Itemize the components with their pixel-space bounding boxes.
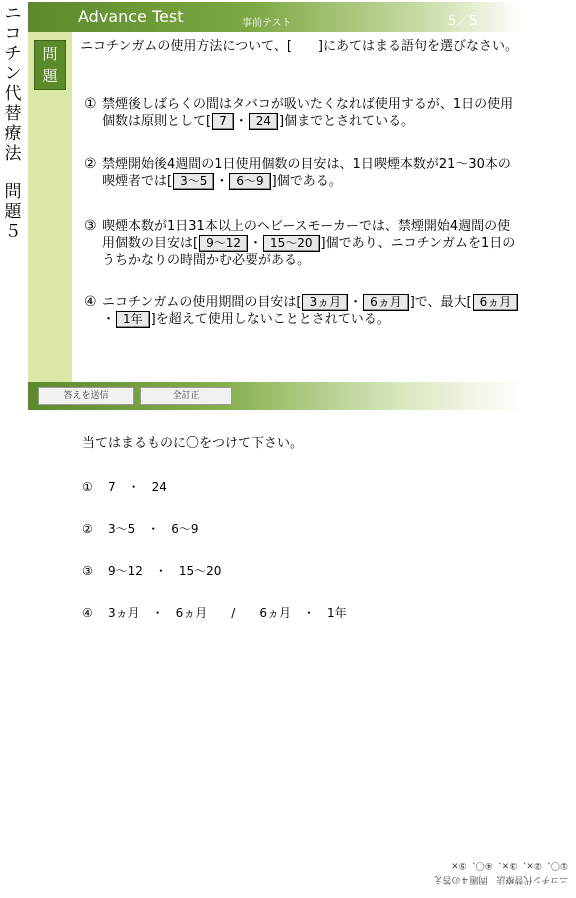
test-subtitle: 事前テスト bbox=[242, 18, 292, 29]
choice-separator: ・ bbox=[102, 312, 116, 327]
item-text: ニコチンガムの使用期間の目安は[ bbox=[102, 295, 302, 310]
answer-text: 9～12 ・ 15～20 bbox=[108, 564, 222, 578]
choice-separator: ・ bbox=[234, 114, 248, 129]
answer-line-2 bbox=[82, 520, 199, 537]
choice-box[interactable]: 7 bbox=[212, 113, 234, 130]
section-label-text: 問題 bbox=[42, 45, 58, 85]
item-text: ]個までとされている。 bbox=[279, 114, 415, 129]
item-number: ② bbox=[84, 156, 97, 172]
choice-box[interactable]: 6ヵ月 bbox=[363, 294, 409, 311]
item-text: ]で、最大[ bbox=[409, 295, 472, 310]
test-window bbox=[28, 2, 522, 410]
section-label bbox=[34, 40, 66, 90]
item-number: ④ bbox=[84, 294, 97, 310]
bottom-bar bbox=[28, 382, 522, 410]
choice-box[interactable]: 15～20 bbox=[263, 235, 320, 252]
answer-line-4 bbox=[82, 604, 347, 621]
item-text: ]個である。 bbox=[271, 174, 342, 189]
app-title: Advance Test bbox=[78, 7, 184, 26]
answer-number: ② bbox=[82, 522, 93, 536]
answer-number: ③ bbox=[82, 564, 93, 578]
answer-number: ① bbox=[82, 480, 93, 494]
question-item-3 bbox=[80, 218, 520, 269]
answer-line-3 bbox=[82, 562, 221, 579]
choice-box[interactable]: 6～9 bbox=[229, 173, 270, 190]
question-text: ニコチンガムの使用方法について、[ ]にあてはまる語句を選びなさい。 bbox=[80, 39, 518, 54]
side-title-number: 問題５ bbox=[4, 182, 22, 242]
answer-text: 7 ・ 24 bbox=[108, 480, 167, 494]
question-item-4 bbox=[80, 294, 520, 328]
page-counter: 5／5 bbox=[448, 14, 478, 29]
item-text: 禁煙後しばらくの間はタバコが吸いたくなれば使用するが、1日の使用個数は原則として[ bbox=[102, 97, 514, 129]
item-text: 禁煙開始後4週間の1日使用個数の目安は、1日喫煙本数が21～30本の喫煙者では[ bbox=[102, 157, 511, 189]
choice-box[interactable]: 6ヵ月 bbox=[473, 294, 519, 311]
choice-box[interactable]: 3ヵ月 bbox=[302, 294, 348, 311]
instruction-text: 当てはまるものに〇をつけて下さい。 bbox=[82, 436, 304, 451]
choice-box[interactable]: 9～12 bbox=[199, 235, 248, 252]
choice-box[interactable]: 24 bbox=[249, 113, 278, 130]
side-title-main: ニコチン代替療法 bbox=[4, 4, 22, 164]
choice-separator: ・ bbox=[248, 236, 262, 251]
answer-key-title: ニコチン代替療法 問題４の答え bbox=[433, 874, 568, 884]
choice-separator: ・ bbox=[349, 295, 363, 310]
question-item-1 bbox=[80, 96, 520, 130]
question-item-2 bbox=[80, 156, 520, 190]
answer-line-1 bbox=[82, 478, 167, 495]
answer-number: ④ bbox=[82, 606, 93, 620]
answer-key-values: ①〇、②×、③×、④〇、⑤× bbox=[451, 860, 568, 870]
side-title bbox=[2, 4, 24, 242]
choice-box[interactable]: 1年 bbox=[116, 311, 150, 328]
item-text: 喫煙本数が1日31本以上のヘビースモーカーでは、禁煙開始4週間の使用個数の目安は[ bbox=[102, 219, 511, 251]
item-text: ]個であり、ニコチンガムを1日のうちかなりの時間かむ必要がある。 bbox=[102, 236, 516, 268]
choice-separator: ・ bbox=[215, 174, 229, 189]
item-number: ③ bbox=[84, 218, 97, 234]
upside-down-answer-key bbox=[410, 858, 568, 886]
title-bar bbox=[28, 2, 522, 32]
correct-all-button[interactable]: 全訂正 bbox=[140, 387, 232, 405]
answer-text: 3～5 ・ 6～9 bbox=[108, 522, 199, 536]
item-text: ]を超えて使用しないこととされている。 bbox=[150, 312, 390, 327]
answer-text: 3ヵ月 ・ 6ヵ月 / 6ヵ月 ・ 1年 bbox=[108, 606, 347, 620]
item-number: ① bbox=[84, 96, 97, 112]
choice-box[interactable]: 3～5 bbox=[173, 173, 214, 190]
submit-answer-button[interactable]: 答えを送信 bbox=[38, 387, 134, 405]
